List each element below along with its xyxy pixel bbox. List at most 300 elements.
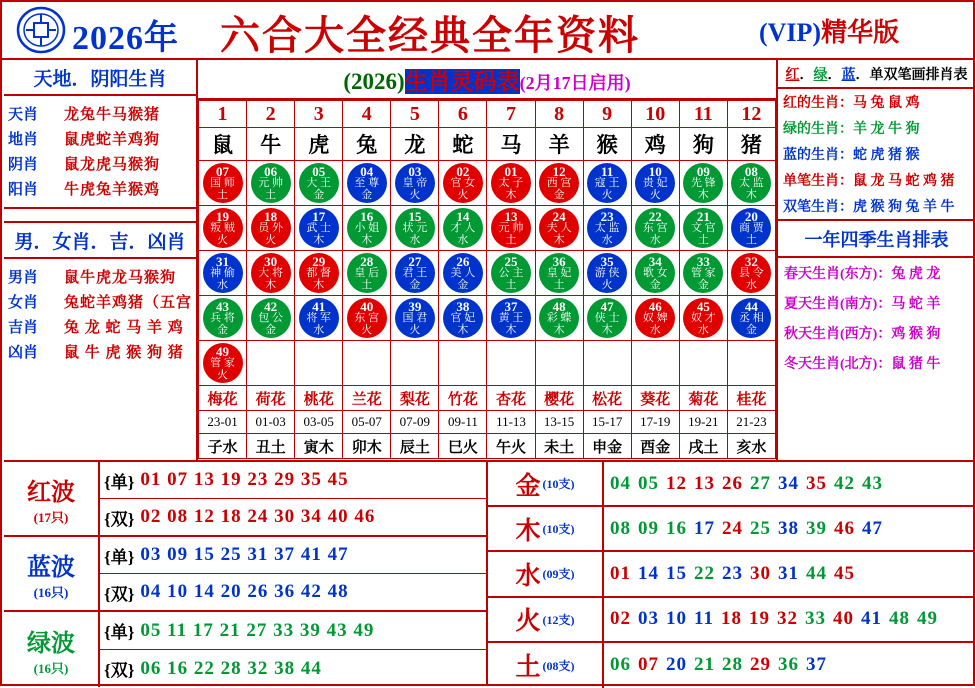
element-numbers [604, 473, 973, 495]
branch-cell: 亥水 [727, 434, 775, 459]
ball-cell [391, 251, 439, 296]
wave-label [4, 612, 100, 687]
element-number: 40 [832, 608, 854, 630]
number-ball[interactable]: 17 武 士 木 [299, 208, 339, 248]
parity-tag: {单} [104, 623, 135, 642]
zodiac-cell: 牛 [247, 128, 295, 161]
year-label: 2026年 [72, 20, 179, 57]
parity-tag: {双} [104, 584, 135, 604]
table-row [4, 101, 196, 126]
element-row [488, 462, 973, 507]
hour-cell: 09-11 [439, 411, 487, 434]
ball-cell [391, 161, 439, 206]
row-value: 鼠牛虎龙马猴狗 [64, 270, 177, 286]
wave-numbers: 05 11 17 21 27 33 39 43 49 [140, 619, 375, 641]
element-name: 木 [515, 517, 541, 545]
table-row [4, 289, 196, 314]
zodiac-cell: 龙 [391, 128, 439, 161]
hour-cell: 17-19 [631, 411, 679, 434]
row-value: 鼠 牛 虎 猴 狗 猪 [64, 345, 184, 361]
hour-cell: 01-03 [247, 411, 295, 434]
flower-cell: 菊花 [679, 386, 727, 411]
number-ball[interactable]: 33 管 家 金 [683, 253, 723, 293]
column-number: 11 [679, 101, 727, 128]
element-number: 44 [806, 562, 827, 584]
number-ball[interactable]: 16 小 姐 木 [347, 208, 387, 248]
element-numbers [604, 563, 973, 585]
element-count: (09支) [542, 567, 575, 582]
element-number: 15 [666, 562, 687, 584]
wave-label [4, 537, 100, 610]
element-count: (08支) [542, 658, 575, 673]
wave-label [4, 462, 100, 535]
ball-cell [295, 296, 343, 341]
number-ball[interactable]: 38 官 妃 木 [443, 298, 483, 338]
ball-cell [535, 296, 583, 341]
wave-table [4, 462, 488, 686]
zodiac-color-line: 单笔生肖：鼠 龙 马 蛇 鸡 猪 [783, 174, 955, 189]
element-number: 31 [778, 562, 799, 584]
season-title: 一年四季生肖排表 [778, 219, 975, 258]
row-value: 兔蛇羊鸡猪（五宫 [64, 295, 193, 311]
element-number: 30 [750, 562, 771, 584]
parity-tag: {双} [104, 661, 135, 680]
number-ball[interactable]: 36 皇 妃 土 [539, 253, 579, 293]
ball-cell [631, 251, 679, 296]
element-number: 23 [722, 562, 743, 584]
number-ball[interactable]: 06 元 帅 土 [251, 163, 291, 203]
element-name: 火 [515, 608, 541, 636]
number-ball[interactable]: 47 侠 士 木 [587, 298, 627, 338]
ball-cell [727, 206, 775, 251]
hour-cell: 21-23 [727, 411, 775, 434]
zodiac-cell: 马 [487, 128, 535, 161]
wave-name: 绿波 [27, 630, 75, 657]
zodiac-color-line: 绿的生肖：羊 龙 牛 狗 [783, 122, 920, 137]
ball-cell [199, 251, 247, 296]
ball-cell [247, 341, 295, 386]
wave-row [100, 499, 486, 535]
table-row [4, 151, 196, 176]
ball-cell [631, 161, 679, 206]
number-ball[interactable]: 28 皇 后 土 [347, 253, 387, 293]
wave-group [4, 612, 486, 687]
branch-cell: 巳火 [439, 434, 487, 459]
column-number: 3 [295, 101, 343, 128]
table-row [4, 264, 196, 289]
table-row [4, 314, 196, 339]
element-number: 47 [862, 517, 883, 539]
element-numbers [604, 654, 973, 676]
table-row [199, 296, 776, 341]
left-panel [4, 60, 198, 460]
element-number: 12 [666, 472, 687, 494]
ball-cell [631, 296, 679, 341]
hour-cell: 13-15 [535, 411, 583, 434]
number-ball[interactable]: 10 贵 妃 火 [635, 163, 675, 203]
row-label: 地肖 [8, 132, 39, 148]
zodiac-color-line: 红的生肖：马 兔 鼠 鸡 [783, 96, 920, 111]
number-ball[interactable]: 44 丞 相 金 [731, 298, 771, 338]
branch-cell: 申金 [583, 434, 631, 459]
branch-cell: 戌土 [679, 434, 727, 459]
element-number: 32 [776, 608, 798, 630]
element-number: 27 [750, 472, 771, 494]
ball-cell [199, 161, 247, 206]
number-ball[interactable]: 05 大 王 金 [299, 163, 339, 203]
column-number: 7 [487, 101, 535, 128]
number-ball[interactable]: 43 兵 将 金 [203, 298, 243, 338]
ball-cell [487, 296, 535, 341]
row-label: 阳肖 [8, 182, 39, 198]
wave-row [100, 462, 486, 499]
zodiac-code-table [198, 100, 776, 459]
ball-cell [727, 251, 775, 296]
element-number: 10 [666, 608, 687, 630]
ball-cell [343, 341, 391, 386]
parity-tag: {单} [104, 472, 135, 492]
flower-cell: 杏花 [487, 386, 535, 411]
wave-numbers: 02 08 12 18 24 30 34 40 46 [140, 506, 376, 527]
vip-paren: (VIP) [759, 18, 822, 47]
ball-cell [295, 251, 343, 296]
flower-cell: 松花 [583, 386, 631, 411]
element-number: 14 [638, 562, 659, 584]
number-ball[interactable]: 30 大 将 木 [251, 253, 291, 293]
row-label: 凶肖 [8, 345, 39, 361]
flower-cell: 竹花 [439, 386, 487, 411]
number-ball[interactable]: 02 官 女 火 [443, 163, 483, 203]
season-line: 冬天生肖(北方)：鼠 猪 牛 [784, 357, 941, 372]
element-label [488, 507, 604, 550]
right-title-red: 红 [785, 68, 800, 83]
wave-numbers: 03 09 15 25 31 37 41 47 [140, 544, 349, 565]
column-number: 8 [535, 101, 583, 128]
branch-cell: 午火 [487, 434, 535, 459]
element-number: 11 [694, 608, 714, 630]
row-label: 天肖 [8, 107, 39, 123]
element-label [488, 598, 604, 641]
number-ball[interactable]: 41 将 军 水 [299, 298, 339, 338]
ball-cell [679, 296, 727, 341]
number-ball[interactable]: 07 国 师 土 [203, 163, 243, 203]
ball-cell [391, 206, 439, 251]
element-number: 28 [722, 654, 743, 676]
element-number: 36 [778, 654, 799, 676]
zodiac-color-line: 蓝的生肖：蛇 虎 猪 猴 [783, 148, 920, 163]
element-number: 09 [638, 517, 659, 539]
wave-count: (16只) [33, 584, 69, 600]
hour-cell: 15-17 [583, 411, 631, 434]
row-value: 鼠虎蛇羊鸡狗 [64, 132, 161, 148]
number-ball[interactable]: 21 文 官 土 [683, 208, 723, 248]
ball-cell [583, 296, 631, 341]
wave-count: (16只) [33, 660, 69, 676]
number-ball[interactable]: 03 皇 帝 火 [395, 163, 435, 203]
number-ball[interactable]: 23 太 监 水 [587, 208, 627, 248]
flower-cell: 梅花 [199, 386, 247, 411]
zodiac-cell: 鼠 [199, 128, 247, 161]
zodiac-cell: 猴 [583, 128, 631, 161]
zodiac-cell: 虎 [295, 128, 343, 161]
ball-cell [727, 161, 775, 206]
element-number: 34 [778, 472, 799, 494]
center-title-year: (2026) [343, 69, 405, 94]
number-ball[interactable]: 01 太 子 木 [491, 163, 531, 203]
ball-cell [487, 251, 535, 296]
column-number: 6 [439, 101, 487, 128]
element-number: 37 [806, 654, 827, 676]
ball-cell [727, 296, 775, 341]
number-ball[interactable]: 48 彩 蝶 木 [539, 298, 579, 338]
left-block2-title: 男．女肖．吉．凶肖 [4, 221, 196, 259]
hour-cell: 19-21 [679, 411, 727, 434]
center-title-note: (2月17日启用) [519, 73, 631, 93]
table-row [199, 341, 776, 386]
ball-cell [391, 341, 439, 386]
hour-cell: 23-01 [199, 411, 247, 434]
number-ball[interactable]: 37 黄 王 木 [491, 298, 531, 338]
flower-cell: 兰花 [343, 386, 391, 411]
wave-numbers: 01 07 13 19 23 29 35 45 [140, 469, 349, 490]
parity-tag: {双} [104, 509, 135, 529]
element-number: 22 [694, 562, 715, 584]
element-number: 24 [722, 517, 743, 539]
element-number: 35 [806, 472, 827, 494]
wave-rows [100, 462, 486, 535]
element-number: 49 [916, 608, 938, 630]
zodiac-cell: 鸡 [631, 128, 679, 161]
element-number: 39 [806, 517, 827, 539]
element-number: 01 [610, 562, 631, 584]
table-row [199, 251, 776, 296]
element-number: 13 [694, 472, 715, 494]
row-label: 女肖 [8, 295, 39, 311]
wave-numbers: 06 16 22 28 32 38 44 [140, 657, 322, 679]
right-title-blue: 蓝 [841, 68, 856, 83]
branch-cell: 卯木 [343, 434, 391, 459]
flower-cell: 桂花 [727, 386, 775, 411]
hour-cell: 11-13 [487, 411, 535, 434]
wave-rows [100, 537, 486, 610]
column-number: 5 [391, 101, 439, 128]
column-number: 12 [727, 101, 775, 128]
hour-cell: 03-05 [295, 411, 343, 434]
flower-cell: 荷花 [247, 386, 295, 411]
number-ball[interactable]: 14 才 人 水 [443, 208, 483, 248]
element-number: 20 [666, 654, 687, 676]
ball-cell [439, 161, 487, 206]
ball-cell [199, 296, 247, 341]
element-number: 03 [638, 608, 659, 630]
ball-cell [343, 296, 391, 341]
ball-cell [679, 161, 727, 206]
number-ball[interactable]: 40 东 宫 火 [347, 298, 387, 338]
element-number: 19 [748, 608, 770, 630]
table-row-zodiacs [199, 128, 776, 161]
ball-cell [583, 251, 631, 296]
left-block1-title: 天地．阴阳生肖 [4, 60, 196, 96]
element-count: (12支) [542, 612, 575, 627]
number-ball[interactable]: 31 神 偷 水 [203, 253, 243, 293]
number-ball[interactable]: 26 美 人 金 [443, 253, 483, 293]
element-table [488, 462, 973, 686]
flower-cell: 葵花 [631, 386, 679, 411]
number-ball[interactable]: 46 奴 婢 水 [635, 298, 675, 338]
ball-cell [247, 296, 295, 341]
number-ball[interactable]: 39 国 君 火 [395, 298, 435, 338]
ball-cell [295, 341, 343, 386]
number-ball[interactable]: 08 太 监 木 [731, 163, 771, 203]
flower-cell: 桃花 [295, 386, 343, 411]
branch-cell: 寅木 [295, 434, 343, 459]
element-numbers [604, 608, 973, 630]
ball-cell [583, 341, 631, 386]
vip-suffix: 精华版 [821, 18, 900, 47]
number-ball[interactable]: 35 游 侠 火 [587, 253, 627, 293]
number-ball[interactable]: 04 至 尊 金 [347, 163, 387, 203]
wave-group [4, 537, 486, 612]
hour-cell: 05-07 [343, 411, 391, 434]
element-number: 26 [722, 472, 743, 494]
branch-cell: 子水 [199, 434, 247, 459]
ball-cell [679, 341, 727, 386]
zodiac-color-line: 双笔生肖：虎 猴 狗 兔 羊 牛 [783, 200, 955, 215]
number-ball[interactable]: 34 歌 女 金 [635, 253, 675, 293]
element-number: 08 [610, 517, 631, 539]
zodiac-cell: 猪 [727, 128, 775, 161]
branch-cell: 辰土 [391, 434, 439, 459]
row-label: 男肖 [8, 270, 39, 286]
ball-cell [487, 341, 535, 386]
wave-count: (17只) [33, 509, 69, 525]
ball-cell [343, 161, 391, 206]
number-ball[interactable]: 19 叛 贼 火 [203, 208, 243, 248]
element-number: 25 [750, 517, 771, 539]
row-value: 鼠龙虎马猴狗 [64, 157, 161, 173]
column-number: 4 [343, 101, 391, 128]
number-ball[interactable]: 09 先 锋 木 [683, 163, 723, 203]
page-header [2, 2, 973, 60]
number-ball[interactable]: 42 包 公 金 [251, 298, 291, 338]
number-ball[interactable]: 11 寇 王 火 [587, 163, 627, 203]
bottom-panel [4, 460, 975, 686]
ball-cell [487, 206, 535, 251]
wave-rows [100, 612, 486, 687]
right-title: 红．绿．蓝．单双笔画排肖表 [778, 60, 975, 89]
number-ball[interactable]: 13 元 帅 土 [491, 208, 531, 248]
number-ball[interactable]: 49 管 家 火 [203, 343, 243, 383]
number-ball[interactable]: 32 县 令 水 [731, 253, 771, 293]
element-number: 41 [860, 608, 882, 630]
row-value: 牛虎兔羊猴鸡 [64, 182, 161, 198]
ball-cell [727, 341, 775, 386]
flower-cell: 樱花 [535, 386, 583, 411]
element-name: 水 [515, 562, 541, 590]
number-ball[interactable]: 18 员 外 火 [251, 208, 291, 248]
number-ball[interactable]: 45 奴 才 水 [683, 298, 723, 338]
table-row-hours [199, 411, 776, 434]
ball-cell [295, 206, 343, 251]
column-number: 9 [583, 101, 631, 128]
ball-cell [391, 296, 439, 341]
ball-cell [343, 251, 391, 296]
ball-cell [679, 251, 727, 296]
ball-cell [535, 341, 583, 386]
ball-cell [583, 206, 631, 251]
element-number: 48 [888, 608, 910, 630]
number-ball[interactable]: 22 东 宫 水 [635, 208, 675, 248]
zodiac-cell: 兔 [343, 128, 391, 161]
number-ball[interactable]: 20 商 贾 土 [731, 208, 771, 248]
number-ball[interactable]: 25 公 主 土 [491, 253, 531, 293]
wave-numbers: 04 10 14 20 26 36 42 48 [140, 581, 349, 602]
hour-cell: 07-09 [391, 411, 439, 434]
element-number: 16 [666, 517, 687, 539]
wave-group [4, 462, 486, 537]
branch-cell: 酉金 [631, 434, 679, 459]
table-row [199, 206, 776, 251]
table-row-column-numbers [199, 101, 776, 128]
number-ball[interactable]: 15 状 元 水 [395, 208, 435, 248]
season-line: 春天生肖(东方)：兔 虎 龙 [784, 267, 941, 282]
element-number: 43 [862, 472, 883, 494]
ball-cell [295, 161, 343, 206]
ball-cell [439, 206, 487, 251]
zodiac-cell: 蛇 [439, 128, 487, 161]
ball-cell [439, 296, 487, 341]
table-row [4, 126, 196, 151]
branch-cell: 未土 [535, 434, 583, 459]
number-ball[interactable]: 24 夫 人 木 [539, 208, 579, 248]
table-row [199, 161, 776, 206]
element-label [488, 462, 604, 505]
element-number: 02 [610, 608, 631, 630]
number-ball[interactable]: 27 君 王 金 [395, 253, 435, 293]
column-number: 2 [247, 101, 295, 128]
ball-cell [487, 161, 535, 206]
ball-cell [199, 341, 247, 386]
element-number: 18 [720, 608, 742, 630]
element-label [488, 552, 604, 595]
number-ball[interactable]: 29 都 督 木 [299, 253, 339, 293]
element-number: 29 [750, 654, 771, 676]
element-number: 04 [610, 472, 631, 494]
element-row [488, 598, 973, 643]
element-count: (10支) [542, 477, 575, 492]
ball-cell [247, 251, 295, 296]
ball-cell [439, 251, 487, 296]
divider [4, 207, 196, 209]
center-title [198, 60, 776, 100]
element-number: 05 [638, 472, 659, 494]
element-numbers [604, 518, 973, 540]
row-label: 阴肖 [8, 157, 39, 173]
ball-cell [343, 206, 391, 251]
element-number: 42 [834, 472, 855, 494]
element-number: 21 [694, 654, 715, 676]
branch-cell: 丑土 [247, 434, 295, 459]
center-title-main: 生肖灵码表 [404, 69, 520, 94]
element-row [488, 552, 973, 597]
zodiac-cell: 羊 [535, 128, 583, 161]
element-number: 38 [778, 517, 799, 539]
element-row [488, 507, 973, 552]
element-label [488, 643, 604, 688]
wave-name: 蓝波 [27, 554, 75, 581]
number-ball[interactable]: 12 西 宫 金 [539, 163, 579, 203]
zodiac-cell: 狗 [679, 128, 727, 161]
